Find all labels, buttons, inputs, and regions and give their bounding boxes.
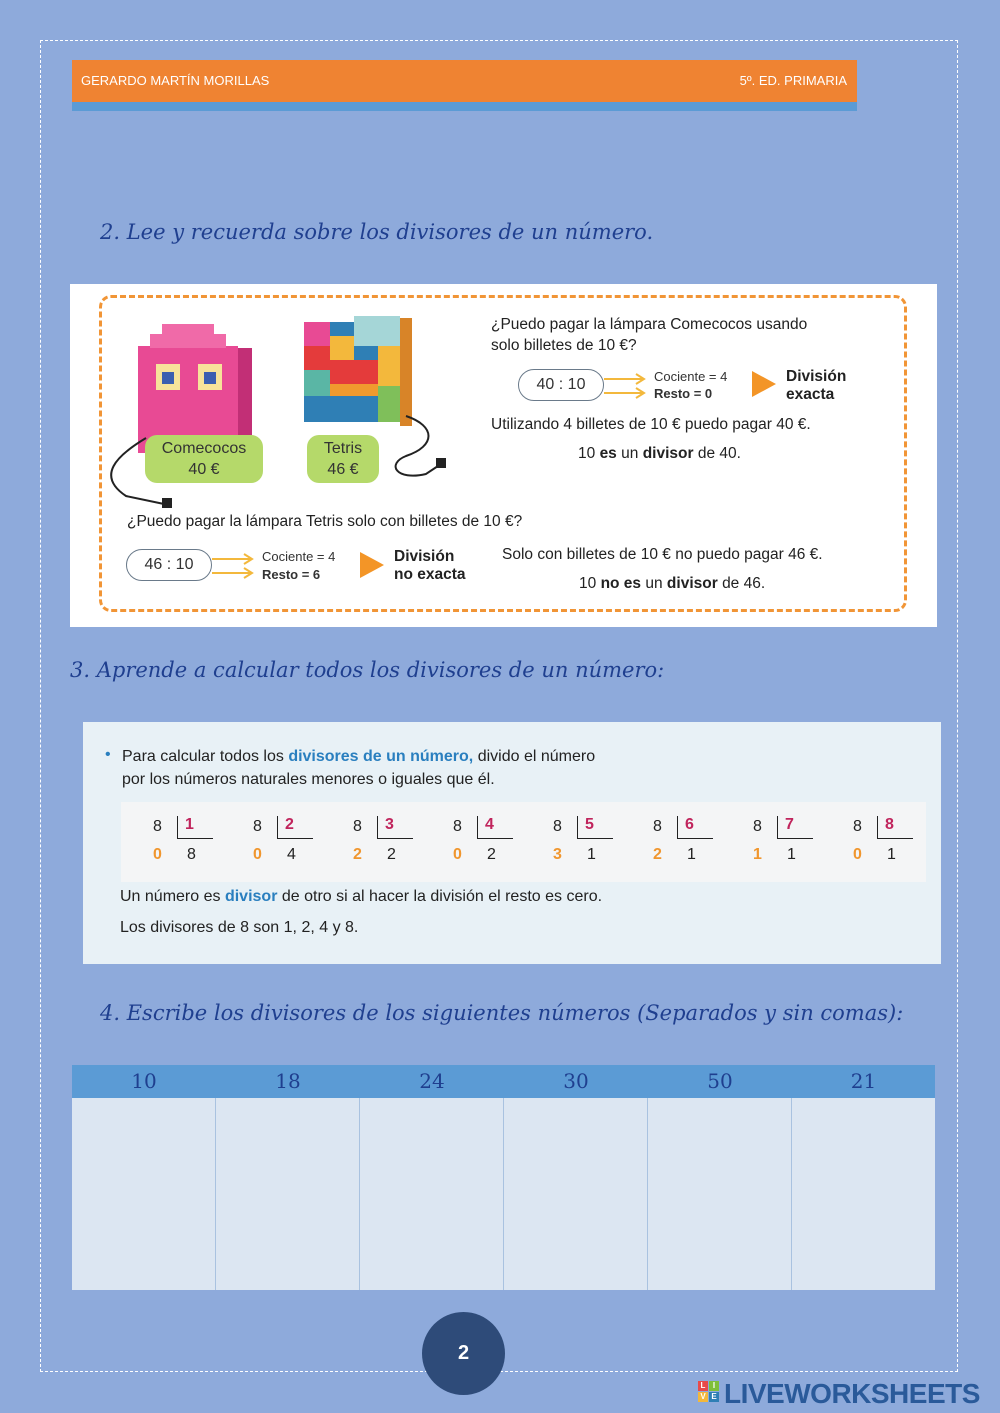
- result1-line1: División: [786, 368, 847, 385]
- division1-pill: 40 : 10: [518, 369, 604, 401]
- answer-field-24[interactable]: [360, 1098, 504, 1290]
- division2-arrows: [212, 552, 258, 580]
- divisor2-sentence: 10 no es un divisor de 46.: [579, 575, 766, 592]
- divisors-answer-table: [72, 1065, 935, 1290]
- result2-arrow-icon: [360, 552, 384, 578]
- division-8-by-7: 8 7 1 1: [753, 816, 833, 871]
- division-8-by-6: 8 6 2 1: [653, 816, 733, 871]
- tetris-price: 46 €: [327, 461, 359, 478]
- divisions-strip: [121, 802, 926, 882]
- divisor1-sentence: 10 es un divisor de 40.: [578, 445, 741, 462]
- explain2: Solo con billetes de 10 € no puedo pagar 46 €.: [502, 546, 823, 563]
- column-header-10: 10: [72, 1065, 216, 1098]
- result2-line2: no exacta: [394, 566, 466, 583]
- resto2: Resto = 6: [262, 567, 321, 582]
- question2: ¿Puedo pagar la lámpara Tetris solo con billetes de 10 €?: [127, 513, 523, 530]
- header-underline: [72, 102, 857, 111]
- answer-field-50[interactable]: [648, 1098, 792, 1290]
- bullet: •: [105, 746, 111, 763]
- tetris-label: Tetris: [323, 440, 363, 457]
- division2-pill: 46 : 10: [126, 549, 212, 581]
- liveworksheets-logo-icon: L I V E: [698, 1381, 720, 1403]
- division-8-by-1: 8 1 0 8: [153, 816, 233, 871]
- intro-line1: Para calcular todos los divisores de un número, divido el número: [122, 748, 596, 765]
- division-8-by-5: 8 5 3 1: [553, 816, 633, 871]
- result1-arrow-icon: [752, 371, 776, 397]
- liveworksheets-watermark: LIVEWORKSHEETS: [724, 1378, 980, 1409]
- divisor-rule: Un número es divisor de otro si al hacer la división el resto es cero.: [120, 888, 603, 905]
- result2-line1: División: [394, 548, 455, 565]
- division1-arrows: [604, 372, 650, 400]
- answer-field-10[interactable]: [72, 1098, 216, 1290]
- cociente2: Cociente = 4: [262, 549, 336, 564]
- column-header-24: 24: [360, 1065, 504, 1098]
- column-header-21: 21: [792, 1065, 935, 1098]
- resto1: Resto = 0: [654, 386, 713, 401]
- column-header-50: 50: [648, 1065, 792, 1098]
- question1-line2: solo billetes de 10 €?: [491, 337, 637, 354]
- header-author: GERARDO MARTÍN MORILLAS: [81, 73, 270, 88]
- tetris-tag: [307, 435, 379, 483]
- cociente1: Cociente = 4: [654, 369, 728, 384]
- section3-title: 3. Aprende a calcular todos los divisores de un número:: [70, 658, 665, 682]
- intro-line2: por los números naturales menores o iguales que él.: [122, 771, 495, 788]
- comecocos-label: Comecocos: [161, 440, 247, 457]
- comecocos-price: 40 €: [188, 461, 220, 478]
- column-header-30: 30: [504, 1065, 648, 1098]
- division-8-by-8: 8 8 0 1: [853, 816, 933, 871]
- page-number: 2: [422, 1312, 505, 1395]
- divisor-explanation-panel: [70, 284, 937, 627]
- header-bar: [72, 60, 857, 102]
- question1-line1: ¿Puedo pagar la lámpara Comecocos usando: [491, 316, 808, 333]
- division-8-by-4: 8 4 0 2: [453, 816, 533, 871]
- division-8-by-3: 8 3 2 2: [353, 816, 433, 871]
- divisors-method-panel: [83, 722, 941, 964]
- result1-line2: exacta: [786, 386, 835, 403]
- explain1: Utilizando 4 billetes de 10 € puedo pagar 40 €.: [491, 416, 811, 433]
- comecocos-tag: [145, 435, 263, 483]
- header-grade: 5º. ED. PRIMARIA: [739, 73, 847, 88]
- divisors-of-8: Los divisores de 8 son 1, 2, 4 y 8.: [120, 919, 359, 936]
- division-8-by-2: 8 2 0 4: [253, 816, 333, 871]
- answer-field-30[interactable]: [504, 1098, 648, 1290]
- section4-title: 4. Escribe los divisores de los siguientes números (Separados y sin comas):: [100, 1001, 904, 1025]
- answer-field-18[interactable]: [216, 1098, 360, 1290]
- answer-field-21[interactable]: [792, 1098, 935, 1290]
- column-header-18: 18: [216, 1065, 360, 1098]
- lamps-illustration: [106, 306, 526, 516]
- section2-title: 2. Lee y recuerda sobre los divisores de un número.: [100, 220, 654, 244]
